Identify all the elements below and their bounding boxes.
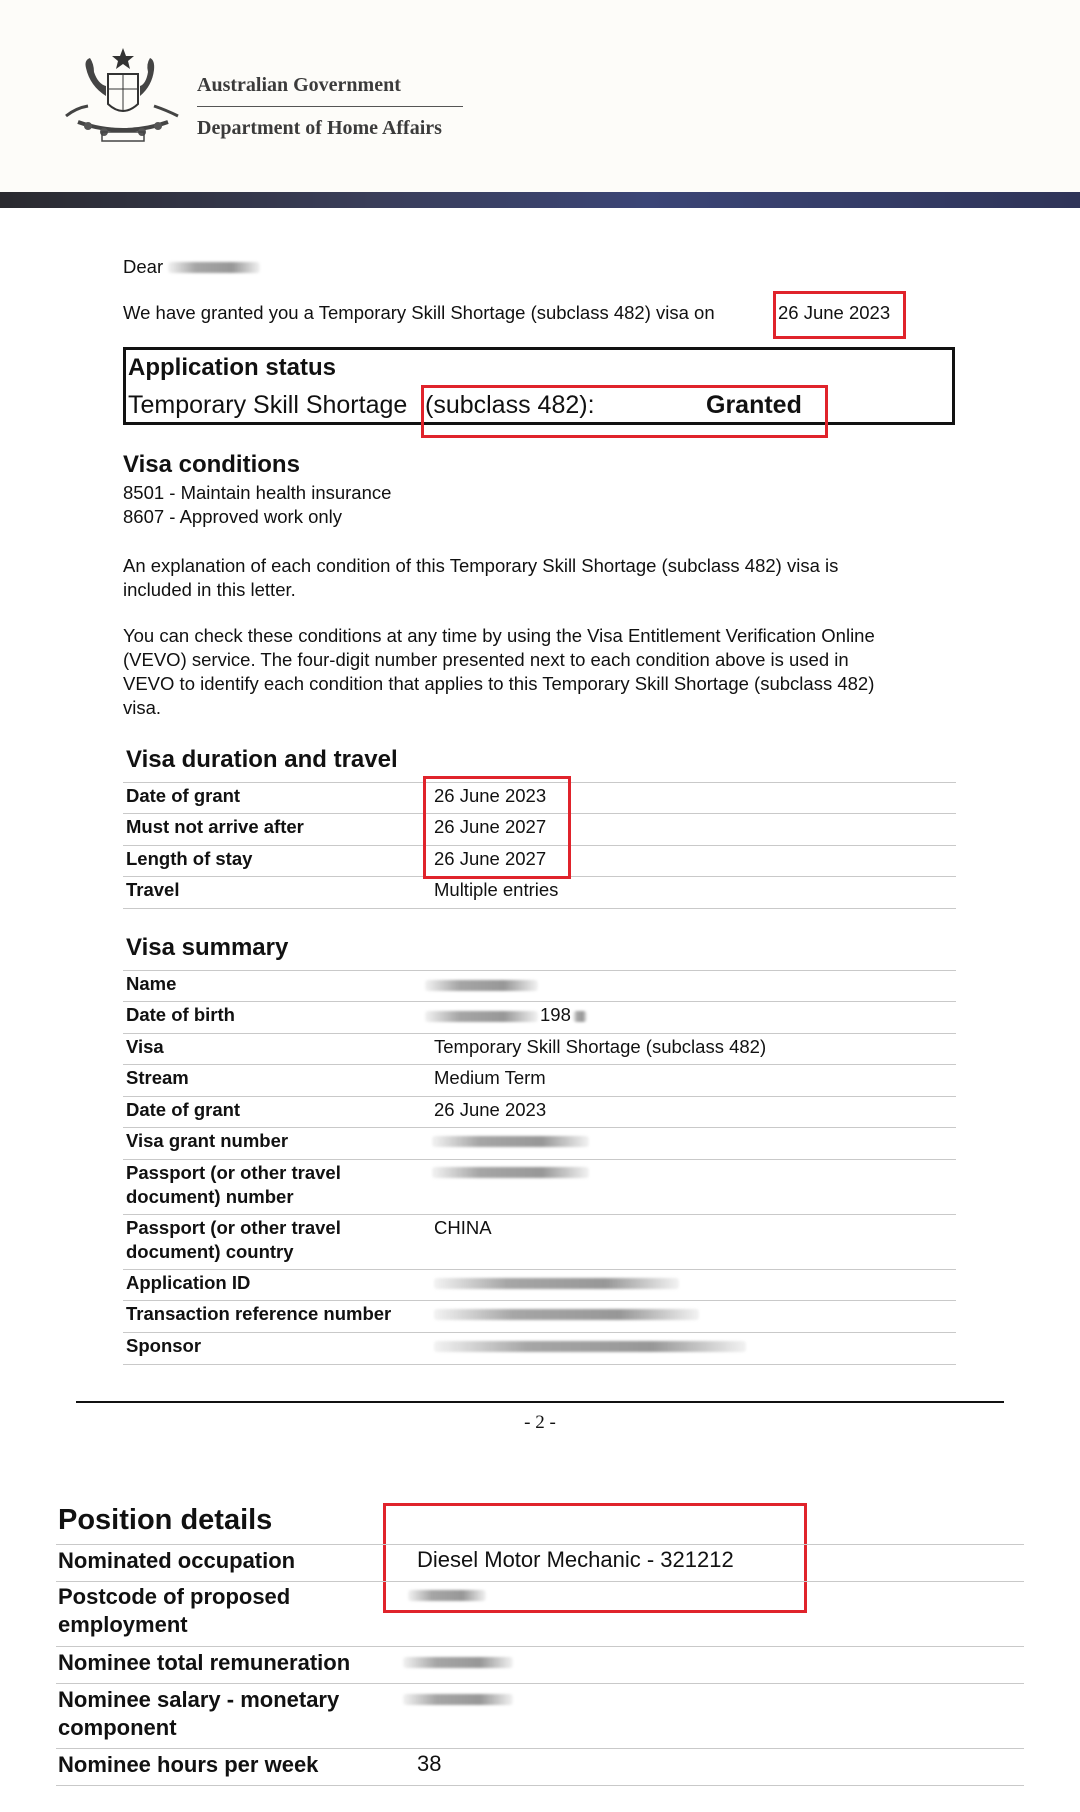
redacted-value — [403, 1694, 513, 1705]
position-value: Diesel Motor Mechanic - 321212 — [417, 1547, 734, 1572]
summary-label: Date of grant — [126, 1099, 241, 1120]
summary-label: Sponsor — [126, 1335, 202, 1356]
table-rule — [56, 1683, 1024, 1684]
status-badge: Granted — [706, 391, 802, 419]
summary-value: 26 June 2023 — [434, 1099, 547, 1120]
table-rule — [56, 1748, 1024, 1749]
application-status-heading: Application status — [128, 354, 337, 381]
position-label: Postcode of proposed — [58, 1584, 291, 1609]
visa-conditions-heading: Visa conditions — [123, 451, 300, 478]
table-rule — [123, 908, 956, 909]
duration-label: Length of stay — [126, 848, 253, 869]
status-subclass: (subclass 482): — [425, 391, 595, 419]
vevo-line: VEVO to identify each condition that applies to this Temporary Skill Shortage (subclass 482) — [123, 673, 875, 694]
condition-item: 8607 - Approved work only — [123, 506, 343, 527]
position-label: Nominated occupation — [58, 1548, 296, 1573]
intro-grant-date: 26 June 2023 — [778, 302, 891, 323]
redacted-value — [434, 1309, 699, 1320]
redacted-value — [425, 980, 538, 991]
page-divider — [76, 1401, 1004, 1403]
vevo-line: You can check these conditions at any time by using the Visa Entitlement Verification Online — [123, 625, 875, 646]
position-label: component — [58, 1715, 177, 1740]
explanation-line: included in this letter. — [123, 579, 296, 600]
redacted-value — [432, 1167, 589, 1178]
summary-label: Name — [126, 973, 177, 994]
department-name: Department of Home Affairs — [197, 117, 442, 139]
table-rule — [123, 1127, 956, 1128]
redacted-value — [425, 1011, 538, 1022]
government-name: Australian Government — [197, 74, 401, 96]
summary-value: Temporary Skill Shortage (subclass 482) — [434, 1036, 767, 1057]
table-rule — [123, 1300, 956, 1301]
summary-label: Date of birth — [126, 1004, 235, 1025]
table-rule — [123, 1159, 956, 1160]
duration-value: Multiple entries — [434, 879, 559, 900]
summary-value: Medium Term — [434, 1067, 546, 1088]
table-rule — [123, 1214, 956, 1215]
redacted-value — [573, 1011, 587, 1022]
table-rule — [123, 1332, 956, 1333]
duration-label: Must not arrive after — [126, 816, 304, 837]
duration-value: 26 June 2027 — [434, 848, 547, 869]
position-label: Nominee total remuneration — [58, 1650, 351, 1675]
table-rule — [123, 970, 956, 971]
table-rule — [123, 1269, 956, 1270]
highlight-box — [421, 385, 828, 438]
summary-label: Passport (or other travel — [126, 1162, 341, 1183]
summary-value: CHINA — [434, 1217, 492, 1238]
header-banner — [0, 192, 1080, 208]
summary-label: Transaction reference number — [126, 1303, 392, 1324]
visa-summary-heading: Visa summary — [126, 934, 289, 961]
page-number: - 2 - — [524, 1412, 556, 1433]
position-details-heading: Position details — [58, 1504, 273, 1536]
table-rule — [123, 1033, 956, 1034]
table-rule — [123, 1096, 956, 1097]
highlight-box — [423, 776, 571, 879]
position-value: 38 — [417, 1751, 442, 1776]
status-visa-name: Temporary Skill Shortage — [128, 391, 408, 419]
table-rule — [123, 1001, 956, 1002]
position-label: Nominee salary - monetary — [58, 1687, 340, 1712]
table-rule — [56, 1581, 1024, 1582]
letterhead — [0, 0, 1080, 192]
australian-coat-of-arms-icon — [58, 46, 188, 146]
table-rule — [56, 1785, 1024, 1786]
condition-item: 8501 - Maintain health insurance — [123, 482, 392, 503]
duration-label: Travel — [126, 879, 180, 900]
duration-label: Date of grant — [126, 785, 241, 806]
redacted-value — [432, 1136, 589, 1147]
summary-label: document) number — [126, 1186, 294, 1207]
summary-label: Application ID — [126, 1272, 251, 1293]
redacted-value — [408, 1590, 486, 1601]
table-rule — [123, 1364, 956, 1365]
position-label: employment — [58, 1612, 188, 1637]
redacted-value — [403, 1657, 513, 1668]
summary-label: Visa grant number — [126, 1130, 289, 1151]
duration-value: 26 June 2027 — [434, 816, 547, 837]
table-rule — [123, 1064, 956, 1065]
highlight-box — [773, 291, 906, 339]
letterhead-divider — [197, 106, 463, 107]
intro-text: We have granted you a Temporary Skill Shortage (subclass 482) visa on — [123, 302, 715, 323]
summary-value: 198 — [540, 1004, 571, 1025]
salutation: Dear — [123, 256, 164, 277]
explanation-line: An explanation of each condition of this Temporary Skill Shortage (subclass 482) visa is — [123, 555, 839, 576]
summary-label: document) country — [126, 1241, 294, 1262]
vevo-line: visa. — [123, 697, 162, 718]
table-rule — [56, 1646, 1024, 1647]
summary-label: Stream — [126, 1067, 189, 1088]
position-label: Nominee hours per week — [58, 1752, 319, 1777]
duration-value: 26 June 2023 — [434, 785, 547, 806]
redacted-name — [168, 262, 260, 273]
redacted-value — [434, 1341, 746, 1352]
vevo-line: (VEVO) service. The four-digit number presented next to each condition above is used in — [123, 649, 849, 670]
table-rule — [56, 1544, 1024, 1545]
duration-heading: Visa duration and travel — [126, 746, 398, 773]
summary-label: Visa — [126, 1036, 164, 1057]
redacted-value — [434, 1278, 679, 1289]
summary-label: Passport (or other travel — [126, 1217, 341, 1238]
